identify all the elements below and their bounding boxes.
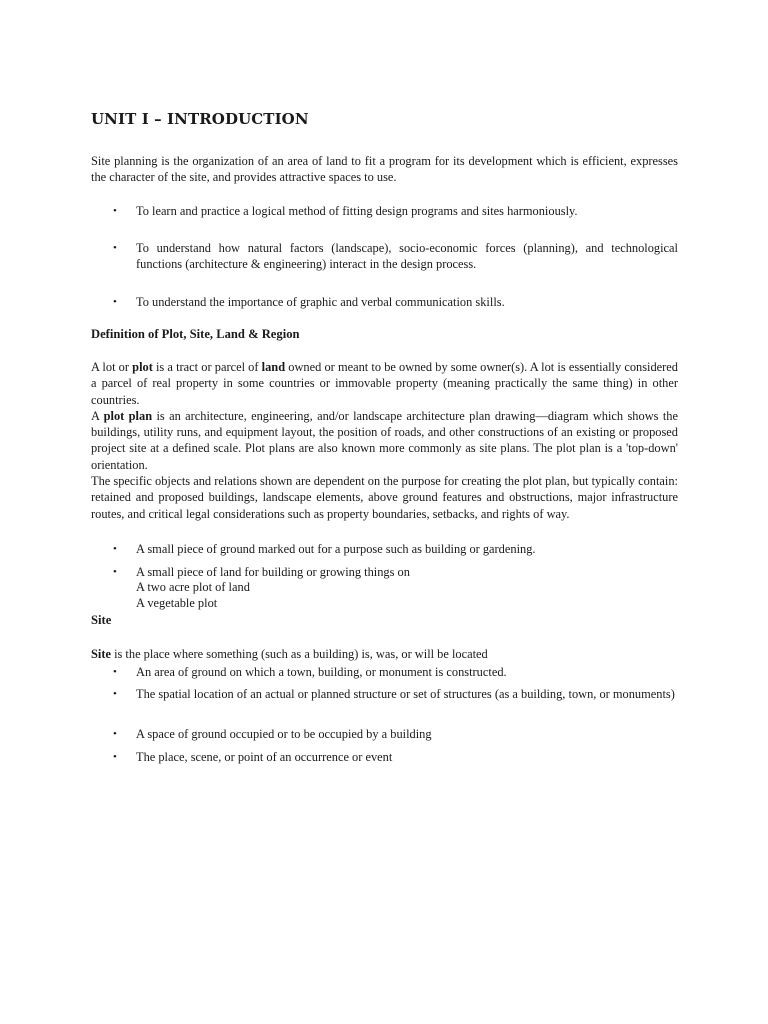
site-definition-text: is the place where something (such as a building) is, was, or will be located — [110, 647, 488, 661]
intro-paragraph: Site planning is the organization of an area of land to fit a program for its development which is efficient, expresses the character of the site, and provides attractive spaces to use. — [91, 154, 678, 185]
plot-plan-text: is an architecture, engineering, and/or landscape architecture plan drawing—diagram which shows the buildings, utility runs, and equipment layout, the position of roads, and other constructions of an existing or proposed project site at a defined scale. Plot plans are also known more commonly as site plans. The plot plan is a 'top-down' orientation. — [91, 408, 678, 472]
page-title: UNIT I – INTRODUCTION — [91, 110, 309, 128]
site-term: Site — [91, 647, 111, 661]
plot-example-1: A two acre plot of land — [136, 580, 250, 594]
plot-text: owned or meant to be owned by some owner(s). A lot is essentially considered a parcel of real property in some countries or immovable property (meaning practically the same thing) in other countries. — [91, 360, 678, 407]
site-definition — [91, 646, 678, 662]
plot-example-2: A vegetable plot — [136, 596, 218, 610]
plot-bullet-text: A small piece of ground marked out for a purpose such as building or gardening. — [136, 542, 536, 556]
site-bullet-text: The spatial location of an actual or planned structure or set of structures (as a building, town, or monuments) — [136, 687, 675, 701]
bullet-icon: • — [113, 728, 117, 740]
plot-bullet-text: A small piece of land for building or growing things on — [136, 565, 410, 579]
objective-text: To learn and practice a logical method of fitting design programs and sites harmoniously. — [136, 204, 578, 218]
plot-plan-contents: The specific objects and relations shown are dependent on the purpose for creating the plot plan, but typically contain: retained and proposed buildings, landscape elements, above ground features and obstructions, major infrastructure routes, and critical legal considerations such as property boundaries, setbacks, and rights of way. — [91, 474, 678, 521]
objective-text: To understand how natural factors (landscape), socio-economic forces (planning), and technological functions (architecture & engineering) interact in the design process. — [136, 241, 678, 272]
plot-text: A lot or — [91, 360, 133, 374]
site-bullet-text: An area of ground on which a town, building, or monument is constructed. — [136, 665, 507, 679]
plot-paragraph — [91, 359, 678, 522]
plot-plan-text: A — [91, 408, 104, 423]
site-bullet-text: The place, scene, or point of an occurrence or event — [136, 750, 393, 764]
plot-term: plot — [132, 360, 153, 374]
bullet-icon: • — [113, 688, 117, 700]
bullet-icon: • — [113, 543, 117, 555]
objective-text: To understand the importance of graphic and verbal communication skills. — [136, 295, 505, 309]
bullet-icon: • — [113, 242, 117, 254]
site-heading: Site — [91, 613, 112, 627]
bullet-icon: • — [113, 205, 117, 217]
plot-text: is a tract or parcel of — [152, 360, 262, 374]
site-bullet-text: A space of ground occupied or to be occupied by a building — [136, 727, 432, 741]
plot-plan-term: plot plan — [103, 408, 153, 423]
bullet-icon: • — [113, 566, 117, 578]
bullet-icon: • — [113, 296, 117, 308]
definition-heading: Definition of Plot, Site, Land & Region — [91, 327, 300, 341]
bullet-icon: • — [113, 751, 117, 763]
bullet-icon: • — [113, 666, 117, 678]
land-term: land — [261, 360, 286, 374]
